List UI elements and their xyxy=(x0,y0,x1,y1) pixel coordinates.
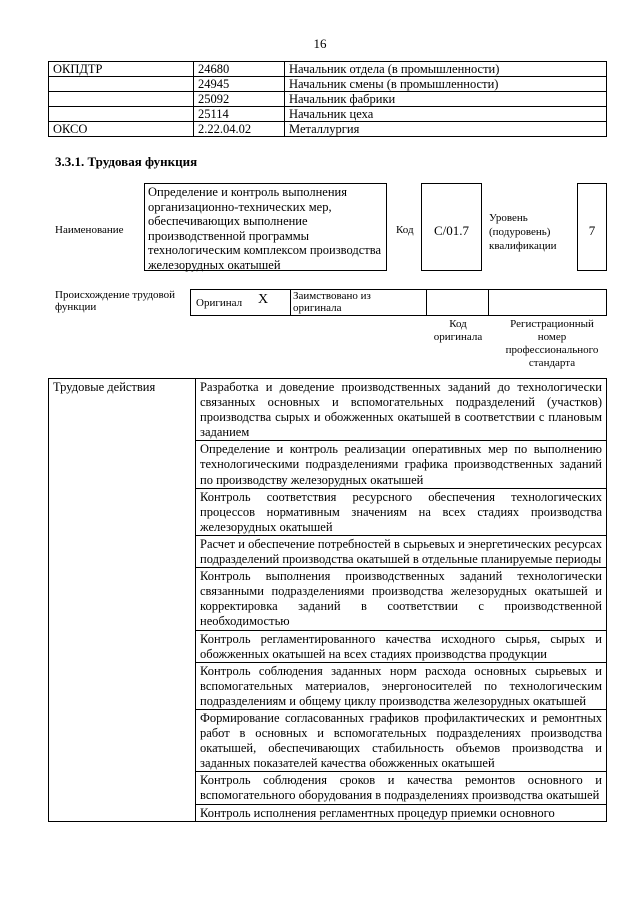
classifier-cell xyxy=(49,92,194,107)
occupation-name-cell: Начальник отдела (в промышленности) xyxy=(285,62,607,77)
classifier-cell: ОКСО xyxy=(49,122,194,137)
labor-action-item: Определение и контроль реализации оперативных мер по выполнению технологическими подразделениями графика производственных заданий по производству железорудных окатышей xyxy=(196,441,607,488)
name-label: Наименование xyxy=(55,224,124,236)
function-code-box xyxy=(421,183,482,271)
code-cell: 25114 xyxy=(194,107,285,122)
qualification-level-value: 7 xyxy=(588,223,596,238)
labor-action-item: Контроль соблюдения заданных норм расхода основных сырьевых и вспомогательных материалов, энергоносителей по технологическим подразделениям и общему циклу производства железорудных окатышей xyxy=(196,662,607,709)
classifier-cell xyxy=(49,107,194,122)
codes-table-row xyxy=(49,122,607,137)
classifier-cell xyxy=(49,77,194,92)
codes-table-row xyxy=(49,62,607,77)
occupation-name-cell: Начальник фабрики xyxy=(285,92,607,107)
original-label: Оригинал xyxy=(196,297,243,309)
labor-action-item: Контроль регламентированного качества исходного сырья, сырых и обожженных окатышей на всех стадиях производства продукции xyxy=(196,630,607,662)
code-cell: 24945 xyxy=(194,77,285,92)
code-cell: 25092 xyxy=(194,92,285,107)
code-cell: 2.22.04.02 xyxy=(194,122,285,137)
labor-action-row xyxy=(49,379,607,441)
code-label: Код xyxy=(396,224,414,236)
occupation-name-cell: Начальник смены (в промышленности) xyxy=(285,77,607,92)
occupation-codes-table xyxy=(48,61,607,137)
origin-label: Происхождение трудовой функции xyxy=(55,289,176,313)
code-cell: 24680 xyxy=(194,62,285,77)
function-code-value: C/01.7 xyxy=(433,223,470,238)
labor-action-item: Контроль соответствия ресурсного обеспечения технологических процессов нормативным значениям на всех стадиях производства железорудных окатышей xyxy=(196,488,607,535)
original-code-caption: Код оригинала xyxy=(433,318,483,343)
labor-action-item: Контроль исполнения регламентных процедур приемки основного xyxy=(196,804,607,821)
original-mark: X xyxy=(258,292,269,307)
occupation-name-cell: Металлургия xyxy=(285,122,607,137)
labor-action-item: Разработка и доведение производственных заданий до технологически связанных основных и вспомогательных подразделений (участков) производства сырых и обожженных окатышей в соответствии с плановым заданием xyxy=(196,379,607,441)
labor-action-item: Формирование согласованных графиков профилактических и ремонтных работ в основных и вспомогательных подразделениях производства окатышей, обеспечивающих стабильность объемов производства и заданных показателей качества обожженных окатышей xyxy=(196,709,607,771)
section-heading: 3.3.1. Трудовая функция xyxy=(55,154,198,169)
function-name-value: Определение и контроль выполнения организационно-технических мер, обеспечивающих выполнение производственной программы технологическим комплексом производства железорудных окатышей xyxy=(148,185,382,272)
level-label: Уровень (подуровень) квалификации xyxy=(489,212,557,252)
labor-actions-label: Трудовые действия xyxy=(49,379,196,822)
qualification-level-box xyxy=(577,183,607,271)
labor-action-item: Контроль соблюдения сроков и качества ремонтов основного и вспомогательного оборудования в подразделениях производства окатышей xyxy=(196,772,607,804)
origin-code-cell xyxy=(427,290,489,315)
codes-table-row xyxy=(49,107,607,122)
page-number: 16 xyxy=(313,36,327,51)
codes-table-row xyxy=(49,92,607,107)
occupation-name-cell: Начальник цеха xyxy=(285,107,607,122)
labor-action-item: Контроль выполнения производственных заданий технологически связанными подразделениями производства железорудных окатышей и корректировка заданий в соответствии с производственной необходимостью xyxy=(196,568,607,630)
labor-actions-table xyxy=(48,378,607,822)
codes-table-row xyxy=(49,77,607,92)
labor-action-item: Расчет и обеспечение потребностей в сырьевых и энергетических ресурсах подразделений производства окатышей в отдельные планируемые периоды xyxy=(196,535,607,567)
registration-number-caption: Регистрационный номер профессионального стандарта xyxy=(505,318,599,369)
function-name-box xyxy=(144,183,387,271)
classifier-cell: ОКПДТР xyxy=(49,62,194,77)
borrowed-label: Заимствовано из оригинала xyxy=(293,290,371,314)
